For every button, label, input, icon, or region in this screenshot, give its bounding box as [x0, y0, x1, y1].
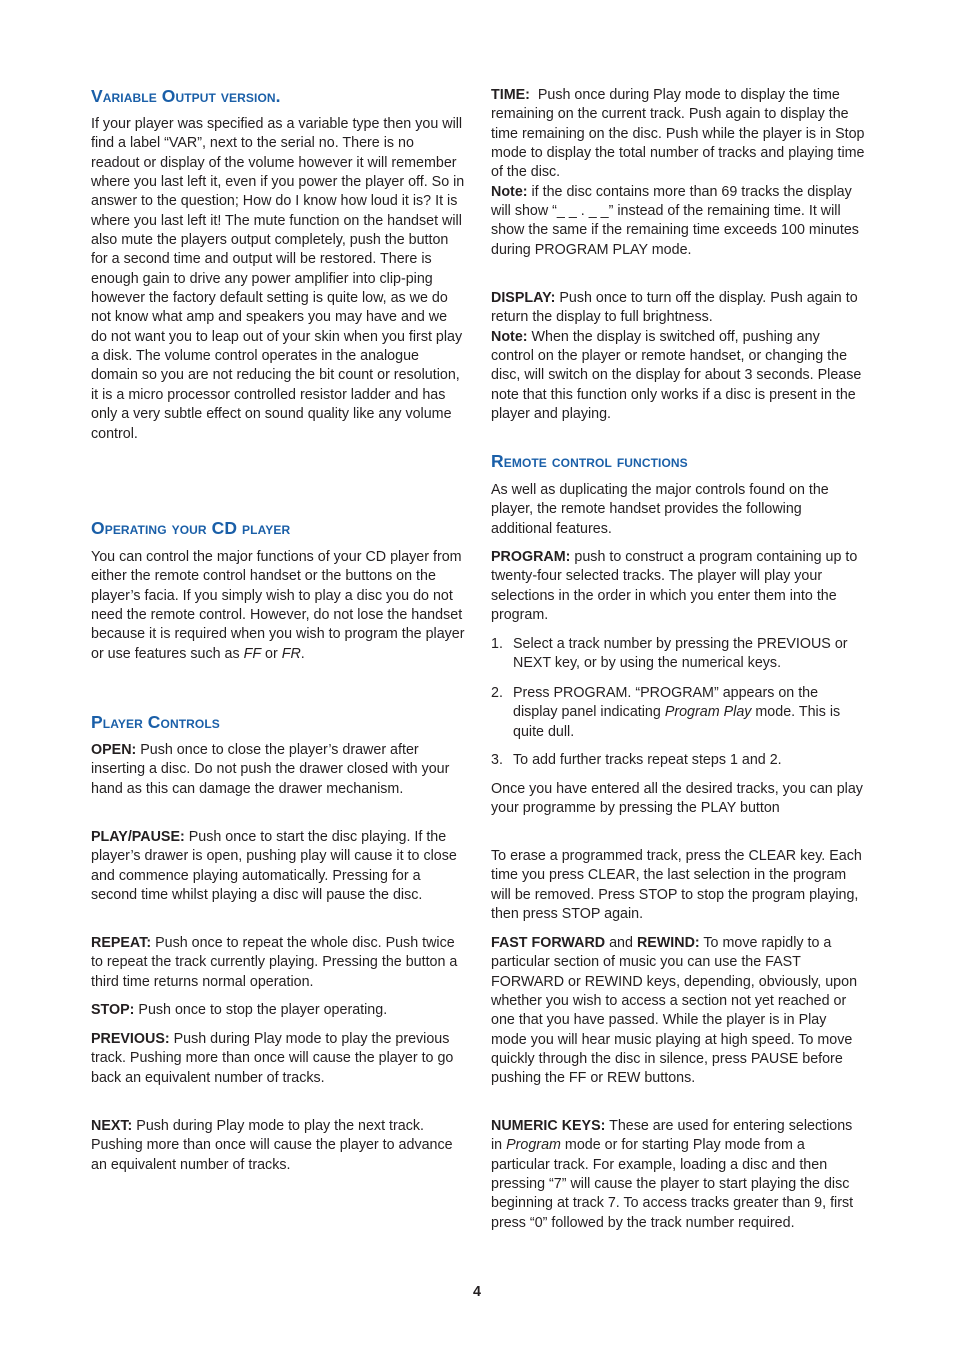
- open-text: Push once to close the player’s drawer after inserting a disc. Do not push the drawer closed with your hand as this can damage the drawer mechanism.: [91, 742, 450, 797]
- remote-paragraph: As well as duplicating the major controls found on the player, the remote handset provides the following additional features.: [491, 482, 829, 537]
- numeric-text-a: These are used for entering selections in: [491, 1118, 853, 1154]
- ff-rewind-text: To move rapidly to a particular section of music you can use the FAST FORWARD or REWIND keys, depending, obviously, upon whether you wish to access a section not yet reached or one that you have passed. While the player is in Play mode you will hear music playing at high speed. To move quickly through the disc in silence, press PAUSE before pushing the FF or REW buttons.: [491, 935, 858, 1087]
- program-label: PROGRAM:: [491, 549, 571, 565]
- next-text: Push during Play mode to play the next track. Pushing more than once will cause the player to advance an equivalent number of tracks.: [91, 1118, 453, 1173]
- numeric-keys-paragraph: [491, 1117, 865, 1233]
- next-paragraph: [91, 1117, 465, 1175]
- once-paragraph: Once you have entered all the desired tracks, you can play your programme by pressing the PLAY button: [491, 781, 863, 817]
- program-text: push to construct a program containing up to twenty-four selected tracks. The player will play your selections in the order in which you enter them into the program.: [491, 549, 858, 624]
- list-item: [491, 751, 865, 770]
- next-label: NEXT:: [91, 1118, 133, 1134]
- numeric-keys-label: NUMERIC KEYS:: [491, 1118, 606, 1134]
- previous-text: Push during Play mode to play the previous track. Pushing more than once will cause the player to go back an equivalent number of tracks.: [91, 1031, 454, 1086]
- play-pause-label: PLAY/PAUSE:: [91, 829, 185, 845]
- time-paragraph: [491, 86, 869, 260]
- operating-paragraph: [91, 548, 465, 664]
- period: .: [300, 645, 305, 662]
- list-number: 2.: [491, 685, 503, 701]
- previous-paragraph: [91, 1030, 465, 1088]
- program-paragraph: [491, 548, 865, 625]
- numeric-text-b: mode or for starting Play mode from a particular track. For example, loading a disc and then pressing “7” will cause the player to start playing the disc beginning at track 7. To access tracks greater than 9, first press “0” followed by the track number required.: [491, 1137, 854, 1231]
- previous-label: PREVIOUS:: [91, 1031, 170, 1047]
- list-item: [491, 635, 865, 674]
- display-text: Push once to turn off the display. Push again to return the display to full brightness.: [491, 290, 858, 326]
- step2-text-b: mode. This is quite dull.: [513, 704, 841, 740]
- repeat-label: REPEAT:: [91, 935, 152, 951]
- ff-label: FAST FORWARD: [491, 935, 606, 951]
- stop-label: STOP:: [91, 1002, 135, 1018]
- variable-output-paragraph: If your player was specified as a variable type then you will find a label “VAR”, next to the serial no. There is no readout or display of the volume however it will remember where you last left it, even if you power the player off. So in answer to the question; How do I know how loud it is? It is where you last left it! The mute function on the handset will also mute the players output completely, push the button for a second time and output will be restored. There is enough gain to drive any power amplifier into clip-ping however the factory default setting is quite low, as we do not know what amp and speakers you may have and we do not want you to leap out of your skin when you first play a disk. The volume control operates in the analogue domain so you are not reducing the bit count or resolution, it is a micro processor controlled resistor ladder and has only a very subtle effect on sound quality like any volume control.: [91, 116, 465, 442]
- display-note-text: When the display is switched off, pushing any control on the player or remote handset, or changing the disc, will switch on the display for about 3 seconds. Please note that this function only works if a disc is present in the player and playing.: [491, 328, 862, 423]
- repeat-text: Push once to repeat the whole disc. Push twice to repeat the track currently playing. Pressing the button a third time returns normal operation.: [91, 935, 458, 990]
- display-paragraph: [491, 289, 865, 424]
- erase-paragraph: To erase a programmed track, press the CLEAR key. Each time you press CLEAR, the last selection in the program will be removed. Press STOP to stop the program playing, then press STOP again.: [491, 848, 862, 923]
- variable-output-heading: Variable Output version.: [91, 86, 281, 106]
- ff-italic: FF: [243, 645, 262, 662]
- list-number: 3.: [491, 752, 503, 768]
- play-pause-paragraph: [91, 828, 465, 905]
- player-controls-heading: Player Controls: [91, 712, 220, 732]
- list-text: Select a track number by pressing the PREVIOUS or NEXT key, or by using the numerical keys.: [513, 636, 848, 672]
- operating-heading: Operating your CD player: [91, 518, 291, 538]
- operating-text: You can control the major functions of your CD player from either the remote control handset or the buttons on the player’s facia. If you simply wish to play a disc you do not need the remote control. However, do not lose the handset because it is required when you wish to program the player or use features such as: [91, 549, 465, 662]
- program-italic: Program: [506, 1137, 561, 1154]
- stop-text: Push once to stop the player operating.: [134, 1002, 388, 1018]
- list-text: [513, 684, 865, 742]
- remote-control-heading: Remote control functions: [491, 451, 688, 471]
- fr-italic: FR: [281, 645, 301, 662]
- display-note-label: Note:: [491, 328, 528, 345]
- list-number: 1.: [491, 636, 503, 652]
- list-item: [491, 684, 865, 742]
- play-pause-text: Push once to start the disc playing. If the player’s drawer is open, pushing play will cause it to close and commence playing automatically. Pressing for a second time whilst playing a disc will pause the disc.: [91, 829, 457, 904]
- ff-rewind-paragraph: [491, 934, 865, 1089]
- or-text: or: [261, 645, 282, 662]
- open-label: OPEN:: [91, 742, 137, 758]
- time-note-text: if the disc contains more than 69 tracks the display will show “_ _ . _ _” instead of the remaining time. It will show the same if the remaining time exceeds 100 minutes during PROGRAM PLAY mode.: [491, 183, 859, 258]
- page-number: 4: [473, 1284, 481, 1300]
- list-text: To add further tracks repeat steps 1 and 2.: [513, 752, 782, 768]
- step2-text-a: Press PROGRAM. “PROGRAM” appears on the display panel indicating: [513, 685, 819, 721]
- time-label: TIME:: [491, 87, 530, 103]
- rewind-label: REWIND:: [636, 935, 700, 951]
- stop-paragraph: [91, 1001, 465, 1020]
- repeat-paragraph: [91, 934, 465, 992]
- and-text: and: [605, 935, 637, 951]
- open-paragraph: [91, 741, 465, 799]
- time-note-label: Note:: [491, 183, 528, 200]
- program-play-italic: Program Play: [664, 704, 752, 721]
- display-label: DISPLAY:: [491, 290, 556, 306]
- time-text: Push once during Play mode to display the time remaining on the current track. Push again to display the time remaining on the disc. Push while the player is in Stop mode to display the total number of tracks and playing time of the disc.: [491, 87, 869, 181]
